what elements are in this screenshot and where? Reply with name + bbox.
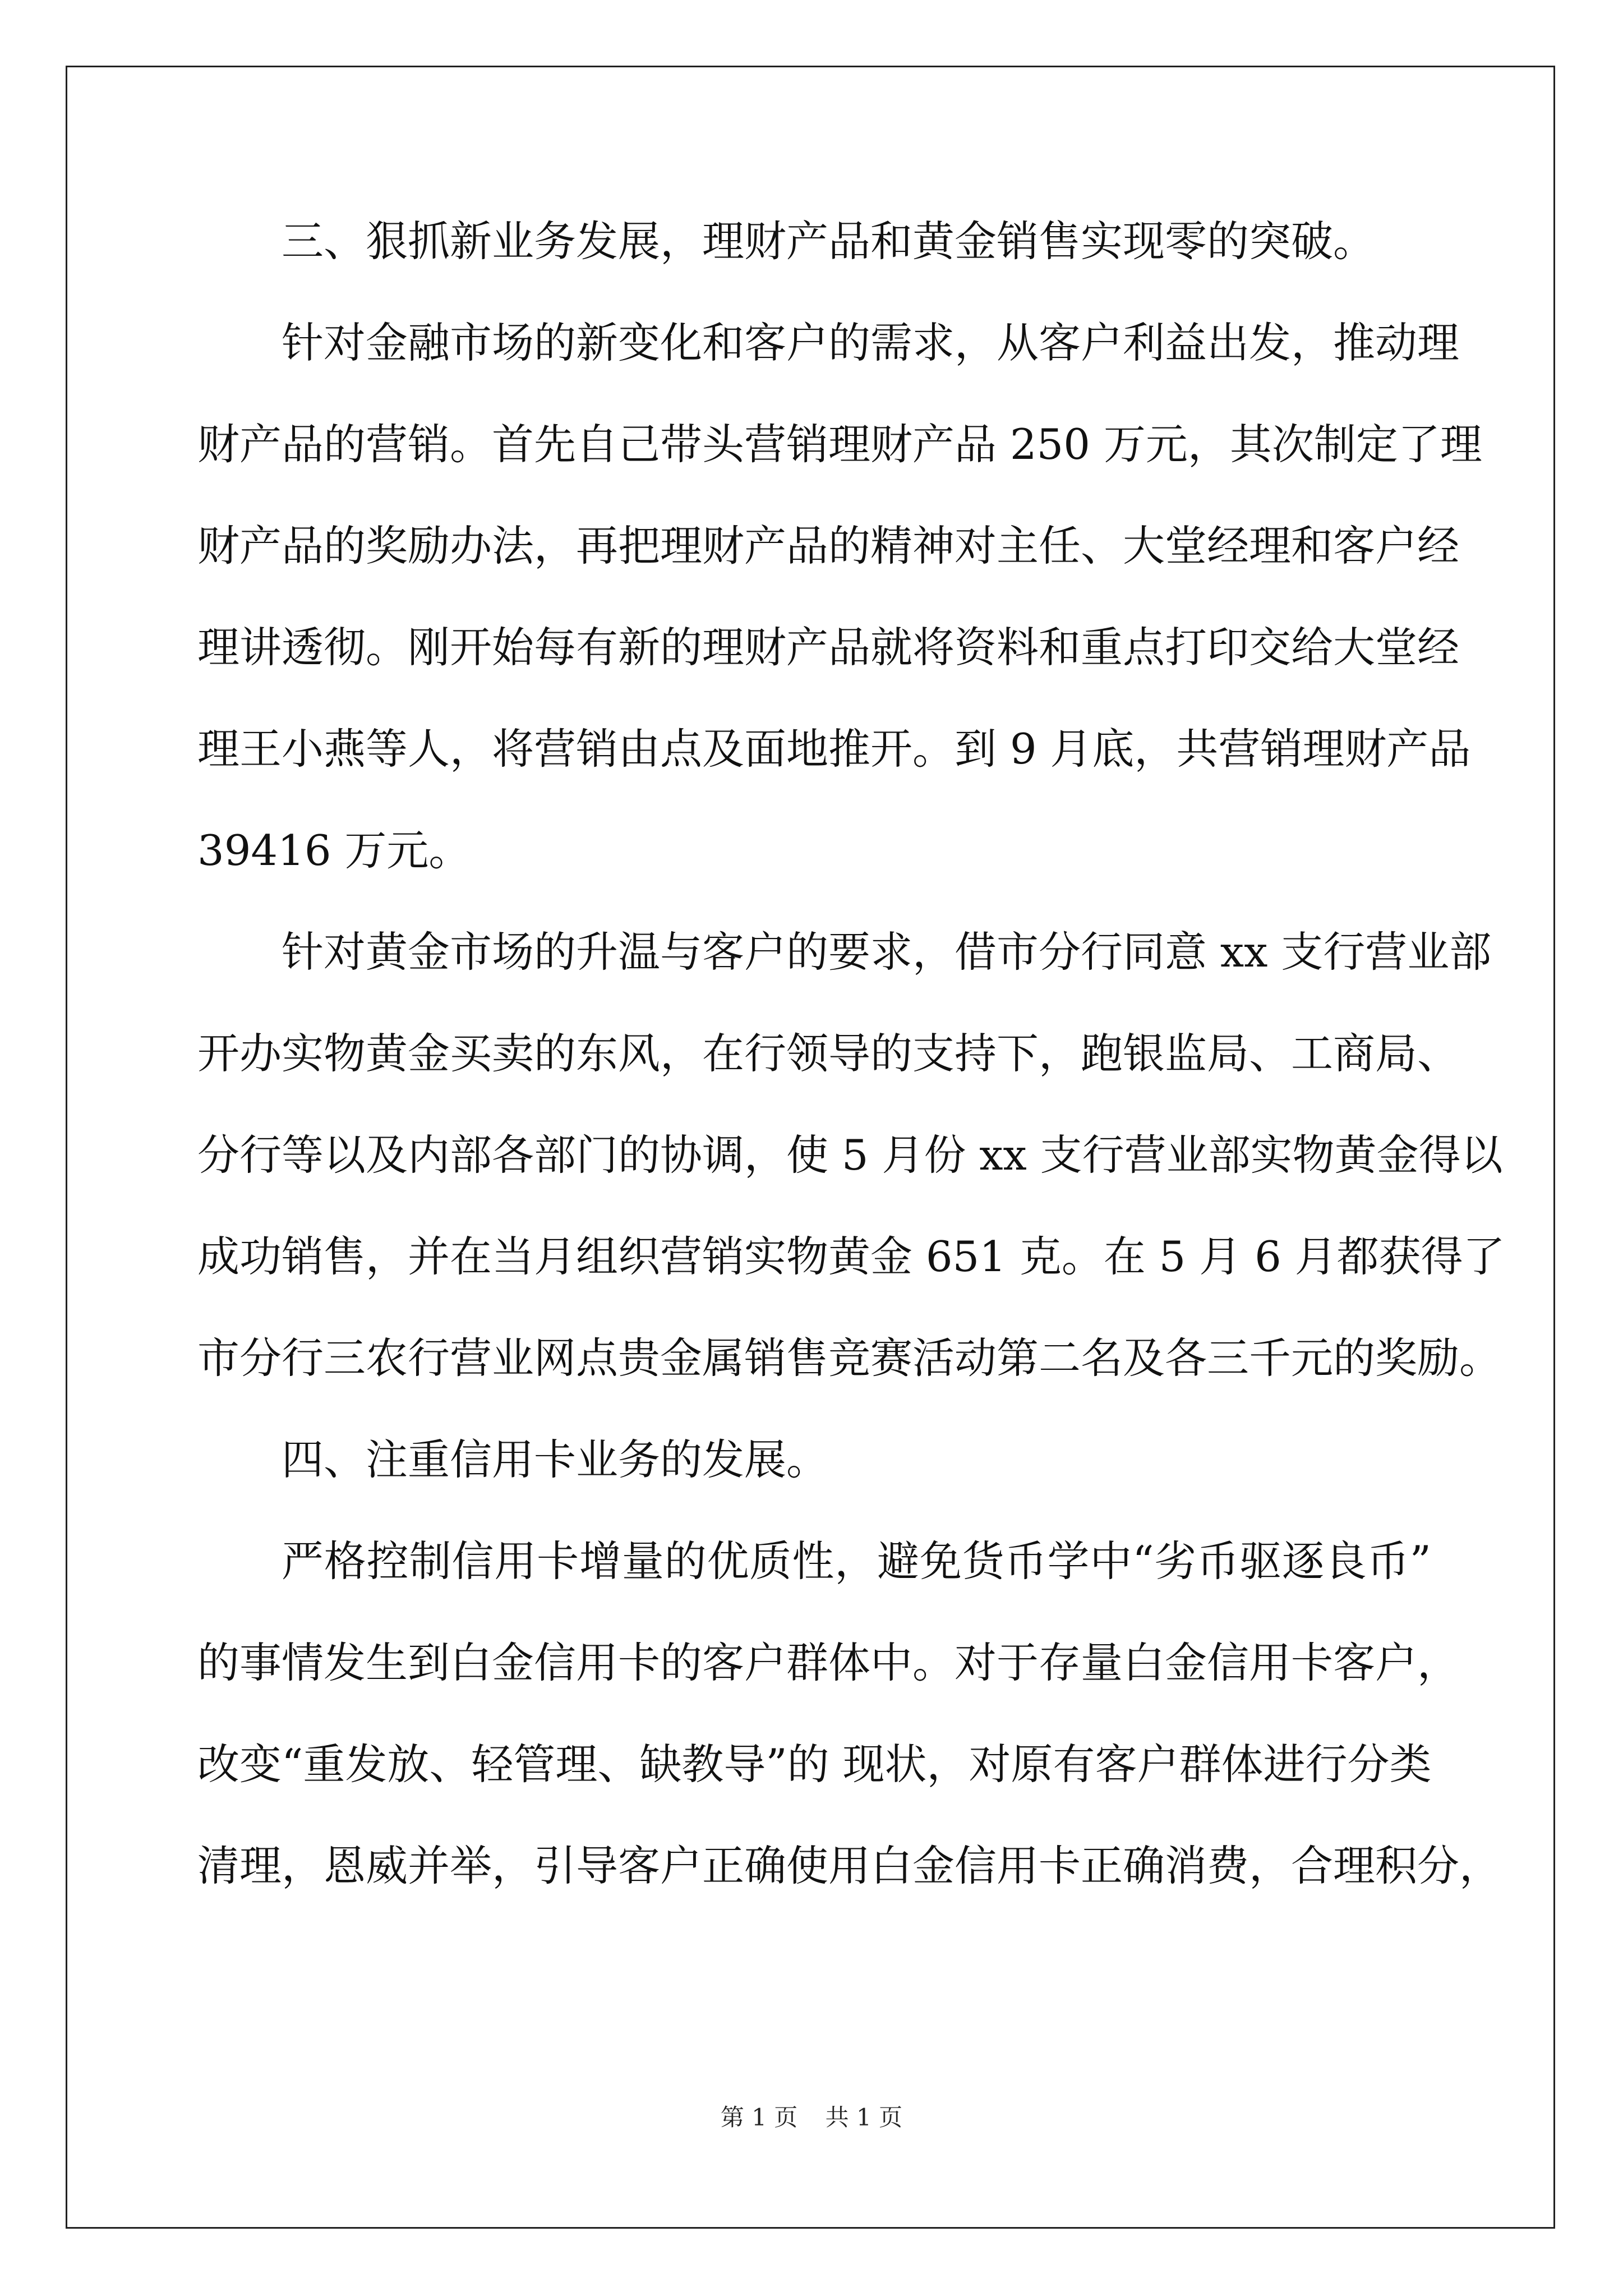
paragraph-line: 改变“重发放、轻管理、缺教导”的 现状，对原有客户群体进行分类: [197, 1740, 1432, 1789]
paragraph-line: 理王小燕等人，将营销由点及面地推开。到 9 月底，共营销理财产品: [197, 724, 1471, 774]
paragraph-line: 39416 万元。: [197, 826, 471, 875]
paragraph-line: 针对金融市场的新变化和客户的需求，从客户利益出发，推动理: [282, 318, 1460, 367]
paragraph-line: 清理，恩威并举，引导客户正确使用白金信用卡正确消费，合理积分，: [197, 1841, 1502, 1890]
paragraph-line: 开办实物黄金买卖的东风，在行领导的支持下，跑银监局、工商局、: [197, 1029, 1460, 1078]
paragraph-line: 成功销售，并在当月组织营销实物黄金 651 克。在 5 月 6 月都获得了: [197, 1232, 1505, 1281]
page-number: 第 1 页: [720, 2104, 798, 2131]
section-heading-4: 四、注重信用卡业务的发展。: [282, 1435, 829, 1484]
paragraph-line: 市分行三农行营业网点贵金属销售竞赛活动第二名及各三千元的奖励。: [197, 1333, 1502, 1383]
paragraph-line: 财产品的营销。首先自己带头营销理财产品 250 万元，其次制定了理: [197, 420, 1482, 469]
paragraph-line: 的事情发生到白金信用卡的客户群体中。对于存量白金信用卡客户，: [197, 1638, 1460, 1687]
paragraph-line: 理讲透彻。刚开始每有新的理财产品就将资料和重点打印交给大堂经: [197, 623, 1460, 672]
page-footer: [0, 2101, 1623, 2134]
section-heading-3: 三、狠抓新业务发展，理财产品和黄金销售实现零的突破。: [282, 217, 1376, 266]
page-total: 共 1 页: [825, 2104, 903, 2131]
paragraph-line: 针对黄金市场的升温与客户的要求，借市分行同意 xx 支行营业部: [282, 927, 1492, 977]
paragraph-line: 财产品的奖励办法，再把理财产品的精神对主任、大堂经理和客户经: [197, 521, 1460, 570]
paragraph-line: 严格控制信用卡增量的优质性，避免货币学中“劣币驱逐良币”: [282, 1536, 1431, 1586]
paragraph-line: 分行等以及内部各部门的协调，使 5 月份 xx 支行营业部实物黄金得以: [197, 1130, 1503, 1180]
